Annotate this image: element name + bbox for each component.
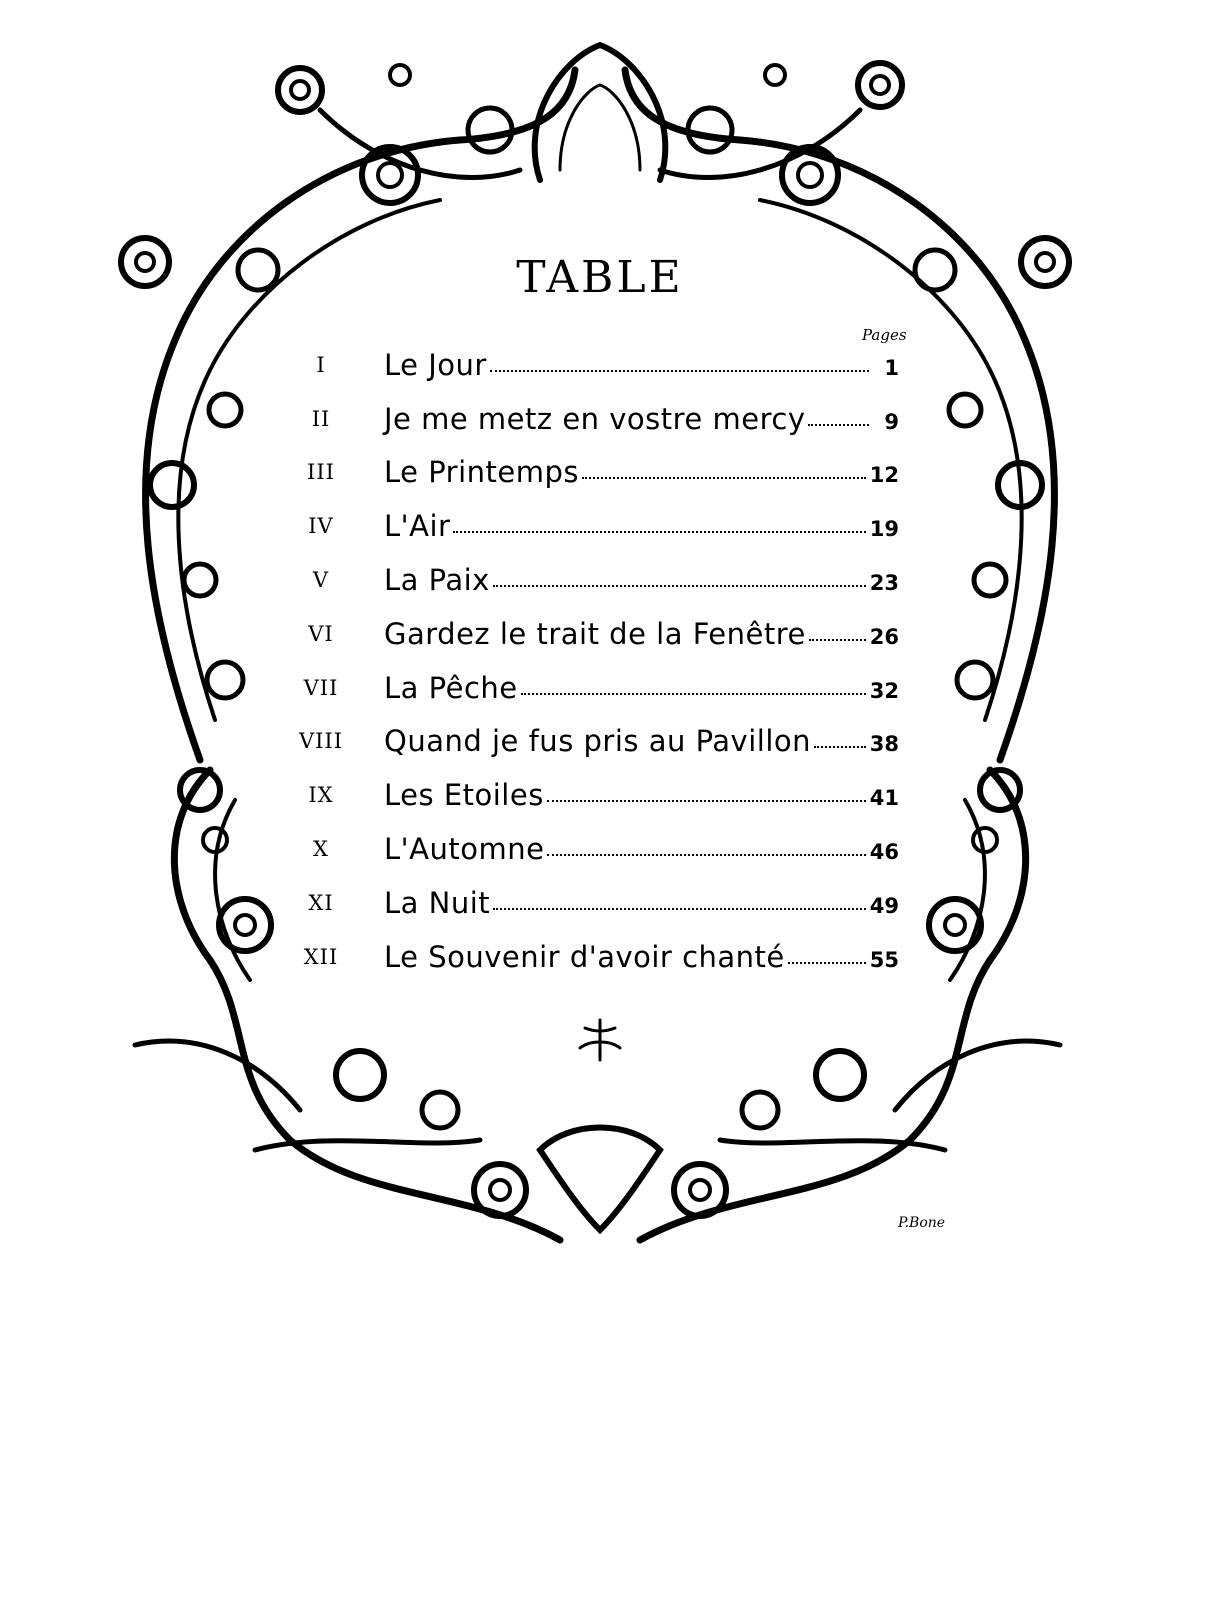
dot-leader	[788, 961, 866, 964]
toc-entry-number: III	[307, 460, 335, 485]
toc-entry-page: 12	[869, 463, 899, 488]
toc-entry-title: La Pêche	[384, 670, 518, 705]
toc-entry[interactable]	[290, 822, 910, 876]
dot-leader	[521, 692, 866, 695]
page-title: TABLE	[516, 252, 684, 303]
dot-leader	[814, 745, 866, 748]
toc-entry-page: 46	[869, 840, 899, 865]
dot-leader	[582, 476, 866, 479]
dot-leader	[493, 907, 866, 910]
dot-leader	[453, 530, 865, 533]
toc-entry-number: X	[313, 837, 329, 862]
toc-entry-title: Le Souvenir d'avoir chanté	[384, 939, 785, 974]
dot-leader	[493, 584, 866, 587]
toc-entry-title: La Paix	[384, 563, 490, 598]
dot-leader	[490, 369, 869, 372]
toc-entry-number: VII	[303, 675, 339, 700]
toc-entry-page: 23	[869, 571, 899, 596]
toc-entry-title: L'Air	[384, 509, 451, 544]
toc-entry-title: L'Automne	[384, 832, 545, 867]
toc-entry-title: Le Printemps	[384, 455, 580, 490]
toc-entry-title: Je me metz en vostre mercy	[384, 401, 806, 436]
toc-entry-number: IV	[308, 514, 334, 539]
toc-entry-number: II	[311, 406, 331, 431]
toc-entry-number: XII	[303, 944, 339, 969]
toc-entry[interactable]	[290, 876, 910, 930]
toc-entry[interactable]	[290, 338, 910, 392]
toc-entry-page: 38	[869, 732, 899, 757]
pages-column-header: Pages	[862, 326, 907, 344]
toc-entry[interactable]	[290, 607, 910, 661]
table-of-contents	[290, 338, 910, 984]
toc-entry[interactable]	[290, 446, 910, 500]
toc-entry-number: XI	[308, 890, 334, 915]
dot-leader	[809, 638, 866, 641]
toc-entry-page: 26	[869, 624, 899, 649]
dot-leader	[808, 423, 869, 426]
toc-entry-title: Les Etoiles	[384, 778, 544, 813]
toc-entry-title: Gardez le trait de la Fenêtre	[384, 616, 806, 651]
toc-entry[interactable]	[290, 715, 910, 769]
dot-leader	[547, 799, 866, 802]
toc-entry-page: 1	[884, 355, 899, 380]
toc-entry-page: 55	[869, 947, 899, 972]
toc-entry-number: VIII	[298, 729, 344, 754]
toc-entry-number: IX	[308, 783, 334, 808]
toc-entry[interactable]	[290, 768, 910, 822]
toc-entry[interactable]	[290, 661, 910, 715]
toc-entry-page: 19	[869, 517, 899, 542]
toc-entry[interactable]	[290, 499, 910, 553]
toc-entry[interactable]	[290, 392, 910, 446]
toc-entry-page: 9	[884, 409, 899, 434]
toc-entry-title: La Nuit	[384, 885, 491, 920]
artist-signature: P.Bone	[898, 1215, 946, 1231]
toc-entry-page: 49	[869, 893, 899, 918]
toc-entry-page: 32	[869, 678, 899, 703]
dot-leader	[547, 853, 865, 856]
toc-entry-number: V	[312, 568, 330, 593]
toc-entry-page: 41	[869, 786, 899, 811]
toc-entry-title: Le Jour	[384, 347, 487, 382]
toc-entry[interactable]	[290, 930, 910, 984]
toc-entry-title: Quand je fus pris au Pavillon	[384, 724, 812, 759]
toc-entry[interactable]	[290, 553, 910, 607]
toc-entry-number: I	[316, 352, 326, 377]
toc-entry-number: VI	[308, 621, 334, 646]
